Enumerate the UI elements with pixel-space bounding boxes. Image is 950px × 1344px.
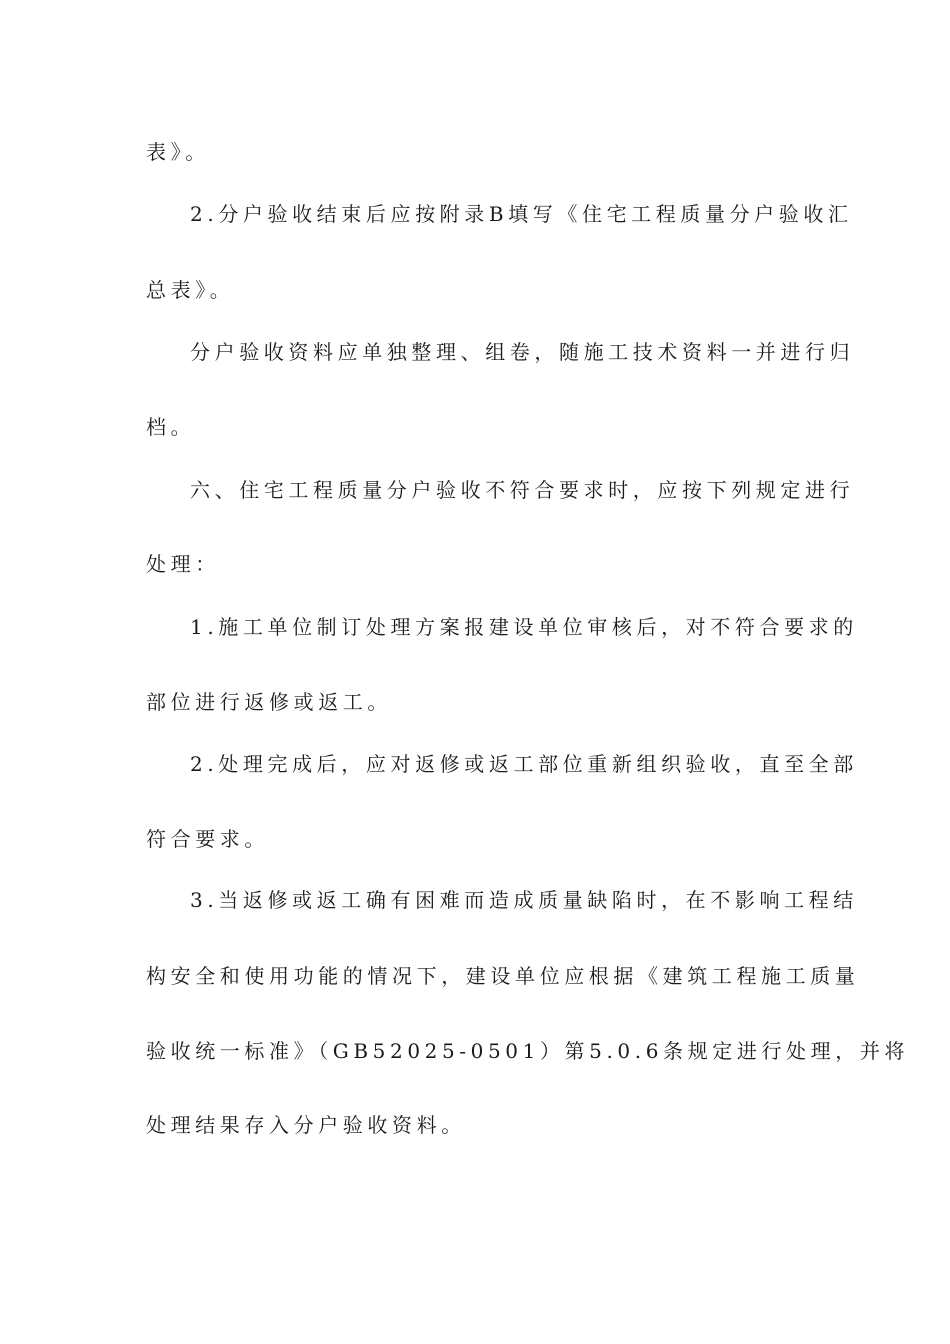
text-line-11: 符合要求。 (146, 827, 269, 851)
text-line-14: 验收统一标准》（GB52025-0501）第5.0.6条规定进行处理，并将 (146, 1039, 910, 1063)
text-line-9: 部位进行返修或返工。 (146, 690, 392, 714)
text-line-1: 表》。 (146, 140, 210, 164)
text-line-6: 六、住宅工程质量分户验收不符合要求时，应按下列规定进行 (190, 478, 855, 502)
text-line-10: 2.处理完成后，应对返修或返工部位重新组织验收，直至全部 (190, 752, 858, 776)
text-line-8: 1.施工单位制订处理方案报建设单位审核后，对不符合要求的 (190, 615, 858, 639)
text-line-15: 处理结果存入分户验收资料。 (146, 1113, 466, 1137)
text-line-5: 档。 (146, 415, 196, 439)
text-line-4: 分户验收资料应单独整理、组卷，随施工技术资料一并进行归 (190, 340, 855, 364)
text-line-3: 总表》。 (146, 278, 235, 302)
text-line-2: 2.分户验收结束后应按附录B填写《住宅工程质量分户验收汇 (190, 202, 853, 226)
text-line-13: 构安全和使用功能的情况下，建设单位应根据《建筑工程施工质量 (146, 964, 860, 988)
text-line-7: 处理： (146, 552, 220, 576)
text-line-12: 3.当返修或返工确有困难而造成质量缺陷时，在不影响工程结 (190, 888, 858, 912)
